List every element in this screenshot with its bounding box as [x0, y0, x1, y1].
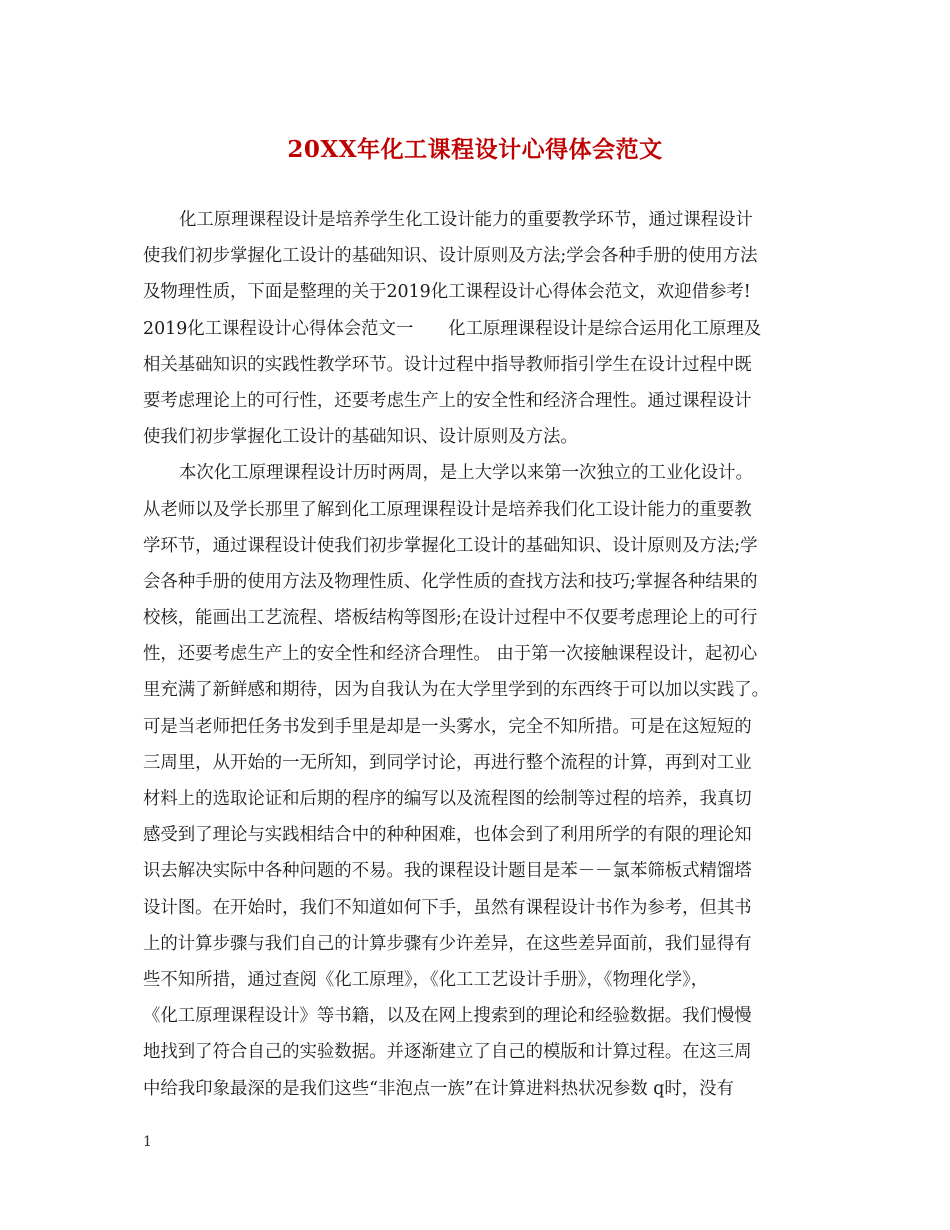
body-line: 中给我印象最深的是我们这些“非泡点一族”在计算进料热状况参数 q时，没有: [143, 1078, 734, 1099]
body-line: 使我们初步掌握化工设计的基础知识、设计原则及方法。: [143, 427, 578, 448]
body-line: 可是当老师把任务书发到手里是却是一头雾水，完全不知所措。可是在这短短的: [143, 716, 752, 737]
body-line: 本次化工原理课程设计历时两周，是上大学以来第一次独立的工业化设计。: [179, 463, 753, 484]
body-line: 使我们初步掌握化工设计的基础知识、设计原则及方法;学会各种手册的使用方法: [143, 246, 758, 267]
body-line: 校核，能画出工艺流程、塔板结构等图形;在设计过程中不仅要考虑理论上的可行: [143, 608, 758, 629]
body-line: 学环节，通过课程设计使我们初步掌握化工设计的基础知识、设计原则及方法;学: [143, 535, 758, 556]
body-line: 识去解决实际中各种问题的不易。我的课程设计题目是苯－－氯苯筛板式精馏塔: [143, 861, 752, 882]
body-line: 些不知所措，通过查阅《化工原理》，《化工工艺设计手册》，《物理化学》，: [143, 969, 709, 990]
body-line: 及物理性质，下面是整理的关于2019化工课程设计心得体会范文，欢迎借参考!: [143, 282, 751, 303]
body-line: 上的计算步骤与我们自己的计算步骤有少许差异，在这些差异面前，我们显得有: [143, 933, 752, 954]
body-line: 地找到了符合自己的实验数据。并逐渐建立了自己的模版和计算过程。在这三周: [143, 1042, 752, 1063]
body-line: 会各种手册的使用方法及物理性质、化学性质的查找方法和技巧;掌握各种结果的: [143, 571, 758, 592]
body-line: 设计图。在开始时，我们不知道如何下手，虽然有课程设计书作为参考，但其书: [143, 897, 752, 918]
page-number: 1: [143, 1134, 152, 1150]
body-line: 性，还要考虑生产上的安全性和经济合理性。 由于第一次接触课程设计，起初心: [143, 644, 758, 665]
body-line: 感受到了理论与实践相结合中的种种困难，也体会到了利用所学的有限的理论知: [143, 825, 752, 846]
body-line: 《化工原理课程设计》等书籍，以及在网上搜索到的理论和经验数据。我们慢慢: [143, 1006, 752, 1027]
document-title: 20XX年化工课程设计心得体会范文: [287, 136, 663, 163]
body-line: 相关基础知识的实践性教学环节。设计过程中指导教师指引学生在设计过程中既: [143, 354, 752, 375]
body-line: 2019化工课程设计心得体会范文一 化工原理课程设计是综合运用化工原理及: [143, 318, 762, 339]
body-line: 从老师以及学长那里了解到化工原理课程设计是培养我们化工设计能力的重要教: [143, 499, 752, 520]
body-line: 要考虑理论上的可行性，还要考虑生产上的安全性和经济合理性。通过课程设计: [143, 390, 752, 411]
body-line: 材料上的选取论证和后期的程序的编写以及流程图的绘制等过程的培养，我真切: [143, 789, 752, 809]
document-body: [143, 202, 811, 1107]
body-line: 化工原理课程设计是培养学生化工设计能力的重要教学环节，通过课程设计: [179, 210, 753, 230]
body-line: 里充满了新鲜感和期待，因为自我认为在大学里学到的东西终于可以加以实践了。: [143, 680, 770, 701]
body-line: 三周里，从开始的一无所知，到同学讨论，再进行整个流程的计算，再到对工业: [143, 752, 752, 773]
